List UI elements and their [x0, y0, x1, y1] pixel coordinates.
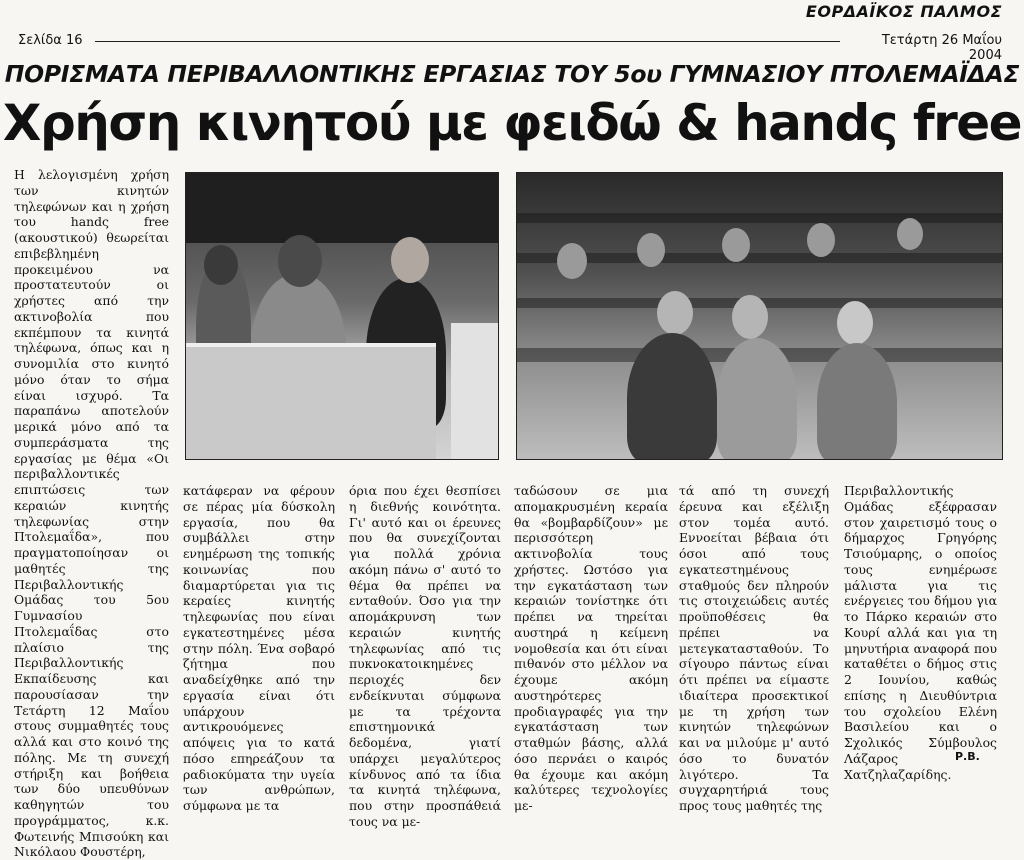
- person-head: [657, 291, 693, 335]
- person-head: [837, 301, 873, 345]
- seat-row: [517, 253, 1002, 263]
- article-column-5: τά από τη συνεχή έρευνα και εξέλιξη στον τομέα αυτό. Εννοείται βέβαια ότι όσοι από τους εγκατεστημένους σταθμούς δεν πληρούν τις στοιχειώδεις αυτές προϋποθέσεις θα πρέπει να μετεγκατασταθούν. Το σίγουρο πάντως είναι ότι πρέπει να είμαστε ιδιαίτερα προσεκτικοί με τη χρήση των κινητών τηλεφώνων και να μιλούμε μ' αυτό όσο το δυνατόν λιγότερο. Τα συγχαρητήριά τους προς τους μαθητές της: [679, 483, 829, 813]
- article-headline: Χρήση κινητού με φειδώ & handς free: [2, 94, 1022, 152]
- article-column-3: όρια που έχει θεσπίσει η διεθνής κοινότητα. Γι' αυτό και οι έρευνες που θα συνεχίζονται για πολλά χρόνια ακόμη πάνω σ' αυτό το θέμα θα πρέπει να ενταθούν. Όσο για την απομάκρυνση των κεραιών κινητής τηλεφωνίας από τις πυκνοκατοικημένες περιοχές δεν ενδείκνυται σύμφωνα με τα τρέχοντα επιστημονικά δεδομένα, γιατί υπάρχει μεγαλύτερος κίνδυνος από τα ίδια τα κινητά τηλέφωνα, που στην προσπάθειά τους να με-: [349, 483, 501, 829]
- person-silhouette: [717, 338, 797, 460]
- person-head: [732, 295, 768, 339]
- publication-name: ΕΟΡΔΑΪΚΟΣ ΠΑΛΜΟΣ: [805, 2, 1002, 21]
- author-signature: Ρ.Β.: [955, 750, 980, 763]
- person-head: [722, 228, 750, 262]
- person-head: [807, 223, 835, 257]
- article-column-2: κατάφεραν να φέρουν σε πέρας μία δύσκολη εργασία, που θα συμβάλλει στην ενημέρωση της τοπικής κοινωνίας που διαμαρτύρεται για τις κεραίες κινητής τηλεφωνίας που είναι εγκατεστημένες μέσα στην πόλη. Ένα σοβαρό ζήτημα που αναδείχθηκε από την εργασία είναι ότι υπάρχουν αντικρουόμενες απόψεις για το κατά πόσο επηρεάζουν τα ραδιοκύματα την υγεία των ανθρώπων, σύμφωνα με τα: [183, 483, 335, 813]
- photo-background: [186, 173, 498, 243]
- header-rule: [95, 41, 840, 42]
- person-silhouette: [817, 343, 897, 460]
- podium: [186, 343, 436, 460]
- person-head: [391, 237, 429, 283]
- photo-audience: [516, 172, 1003, 460]
- article-column-1: Η λελογισμένη χρήση των κινητών τηλεφώνων και η χρήση του handς free (ακουστικού) θεωρείται επιβεβλημένη προκειμένου να προστατευτούν οι χρήστες από την ακτινοβολία που εκπέμπουν τα κινητά τηλέφωνα, όπως και η συνομιλία στο κινητό μόνο όταν το σήμα είναι ισχυρό. Τα παραπάνω αποτελούν μερικά μόνο από τα συμπεράσματα της εργασίας με θέμα «Οι περιβαλλοντικές επιπτώσεις των κεραιών κινητής τηλεφωνίας στην Πτολεμαΐδα», που πραγματοποίησαν οι μαθητές της Περιβαλλοντικής Ομάδας του 5ου Γυμνασίου Πτολεμαΐδας στο πλαίσιο της Περιβαλλοντικής Εκπαίδευσης και παρουσίασαν την Τετάρτη 12 Μαΐου στους συμμαθητές τους αλλά και στο κοινό της πόλης. Με τη συνεχή στήριξη και βοήθεια των δύο υπευθύνων καθηγητών του προγράμματος, κ.κ. Φωτεινής Μπισούκη και Νικόλαου Φουστέρη,: [14, 167, 169, 860]
- page-number: Σελίδα 16: [18, 33, 83, 48]
- photo-podium-speakers: [185, 172, 499, 460]
- person-head: [278, 235, 322, 287]
- article-column-6: Περιβαλλοντικής Ομάδας εξέφρασαν στον χαιρετισμό τους ο δήμαρχος Γρηγόρης Τσιούμαρης, ο οποίος τους ενημέρωσε μάλιστα για τις ενέργειες του δήμου για το Πάρκο κεραιών στο Κουρί αλλά και για τη μηνυτήρια αναφορά που καταθέτει ο δήμος στις 2 Ιουνίου, καθώς επίσης η Διευθύντρια του σχολείου Ελένη Βασιλείου και ο Σχολικός Σύμβουλος Λάζαρος Χατζηλαζαρίδης.: [844, 483, 997, 782]
- seat-row: [517, 213, 1002, 223]
- person-head: [637, 233, 665, 267]
- article-kicker: ΠΟΡΙΣΜΑΤΑ ΠΕΡΙΒΑΛΛΟΝΤΙΚΗΣ ΕΡΓΑΣΙΑΣ ΤΟΥ 5ου ΓΥΜΝΑΣΙΟΥ ΠΤΟΛΕΜΑΪΔΑΣ: [4, 60, 1020, 88]
- person-head: [204, 245, 238, 285]
- person-head: [897, 218, 923, 250]
- issue-date: Τετάρτη 26 Μαΐου 2004: [881, 33, 1002, 63]
- person-silhouette: [627, 333, 717, 460]
- photo-foreground: [451, 323, 498, 459]
- person-head: [557, 243, 587, 279]
- article-column-4: ταδώσουν σε μια απομακρυσμένη κεραία θα «βομβαρδίζουν» με περισσότερη ακτινοβολία τους χρήστες. Ωστόσο για την εγκατάσταση των κεραιών τονίστηκε ότι πρέπει να τηρείται αυστηρά η κείμενη νομοθεσία και ότι είναι πιθανόν στο μέλλον να έχουμε ακόμη αυστηρότερες προδιαγραφές για την εγκατάσταση των σταθμών βάσης, αλλά όσο περνάει ο καιρός θα έχουμε και ακόμη καλύτερες τεχνολογίες με-: [514, 483, 668, 813]
